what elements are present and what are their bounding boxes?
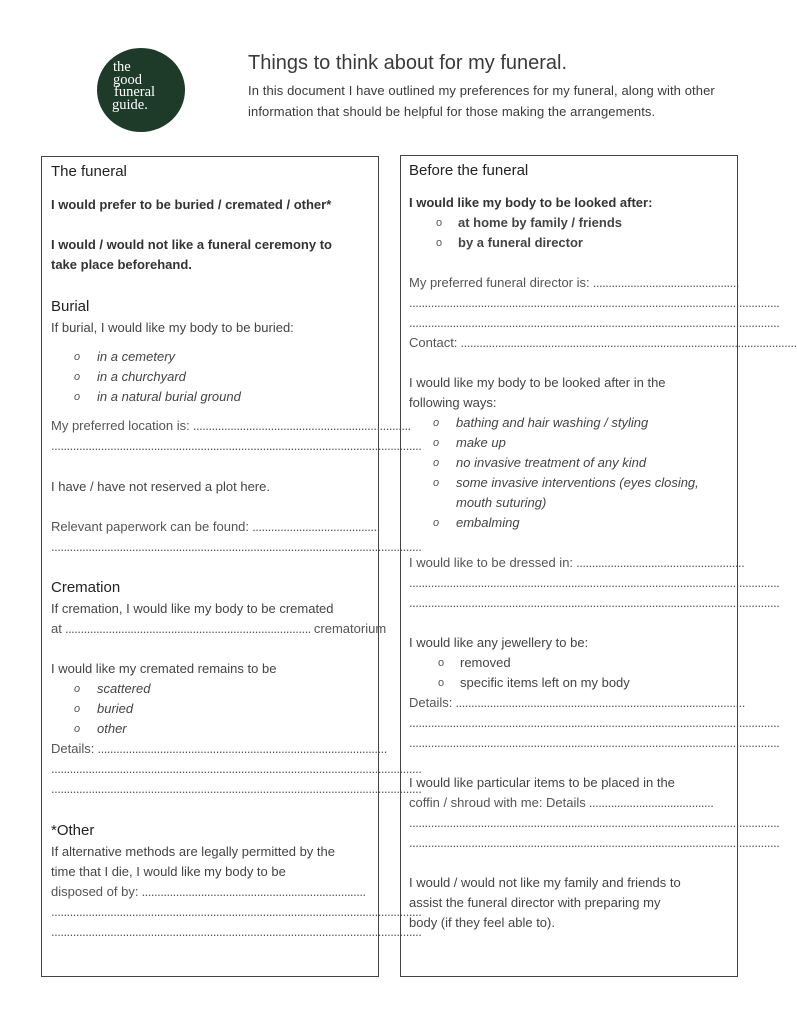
care-option-some-invasive-continued: mouth suturing) [456, 495, 547, 510]
section-heading-the-funeral: The funeral [51, 163, 127, 180]
cremation-details-field[interactable]: Details: ............................................................................................. [51, 741, 387, 756]
assist-statement-line: I would / would not like my family and friends to [409, 875, 681, 890]
ceremony-statement-line: take place beforehand. [51, 257, 192, 272]
funeral-director-line[interactable]: ....................................................................................................................... [409, 295, 780, 310]
panel-before-the-funeral [400, 155, 797, 977]
bullet-icon: o [74, 683, 81, 695]
bullet-icon: o [74, 703, 81, 715]
disposed-of-by-line[interactable]: ....................................................................................................................... [51, 924, 422, 939]
cremation-options [51, 679, 369, 739]
dressed-in-line[interactable]: ....................................................................................................................... [409, 595, 780, 610]
care-ways-intro-line: following ways: [409, 395, 497, 410]
bullet-icon: o [433, 417, 440, 429]
care-ways-intro-line: I would like my body to be looked after in the [409, 375, 666, 390]
funeral-director-line[interactable]: ....................................................................................................................... [409, 315, 780, 330]
disposed-of-by-field[interactable]: disposed of by: ........................................................................ [51, 884, 366, 899]
jewellery-details-line[interactable]: ....................................................................................................................... [409, 715, 780, 730]
logo-line: funeral [114, 84, 156, 100]
logo-line: the [113, 59, 131, 75]
care-option-no-invasive[interactable]: o no invasive treatment of any kind [409, 453, 728, 473]
bullet-icon: o [74, 351, 81, 363]
section-heading-other: *Other [51, 822, 95, 839]
jewellery-option-specific-items[interactable]: o specific items left on my body [409, 673, 728, 693]
bullet-icon: o [438, 657, 445, 669]
burial-intro: If burial, I would like my body to be buried: [51, 320, 294, 335]
assist-statement-line: body (if they feel able to). [409, 915, 555, 930]
good-funeral-guide-logo [97, 48, 185, 132]
cremation-details-line[interactable]: ....................................................................................................................... [51, 761, 422, 776]
preferred-location-field[interactable]: My preferred location is: ...................................................................... [51, 418, 411, 433]
paperwork-field[interactable]: Relevant paperwork can be found: ......................................... [51, 519, 380, 534]
coffin-items-details-field[interactable]: coffin / shroud with me: Details ........................................ [409, 795, 714, 810]
cremation-option-other[interactable]: o other [51, 719, 369, 739]
cremation-option-buried[interactable]: o buried [51, 699, 369, 719]
care-ways-options [409, 413, 728, 533]
jewellery-options [409, 653, 728, 693]
care-option-some-invasive[interactable]: o some invasive interventions (eyes closing, [409, 473, 728, 493]
bullet-icon: o [433, 477, 440, 489]
jewellery-details-line[interactable]: ....................................................................................................................... [409, 735, 780, 750]
coffin-items-line[interactable]: ....................................................................................................................... [409, 815, 780, 830]
burial-options [51, 347, 369, 407]
other-intro-line: If alternative methods are legally permitted by the [51, 844, 335, 859]
preferred-location-line[interactable]: ....................................................................................................................... [51, 438, 422, 453]
crematorium-field[interactable]: at ............................................................................... crematorium [51, 621, 387, 636]
coffin-items-line[interactable]: ....................................................................................................................... [409, 835, 780, 850]
jewellery-option-removed[interactable]: o removed [409, 653, 728, 673]
bullet-icon: o [433, 437, 440, 449]
bullet-icon: o [433, 517, 440, 529]
coffin-items-intro-line: I would like particular items to be placed in the [409, 775, 675, 790]
burial-option-natural[interactable]: o in a natural burial ground [51, 387, 369, 407]
other-intro-line: time that I die, I would like my body to be [51, 864, 286, 879]
looked-after-intro: I would like my body to be looked after: [409, 195, 653, 210]
logo-line: good [113, 71, 142, 88]
dressed-in-field[interactable]: I would like to be dressed in: ...................................................... [409, 555, 745, 570]
bullet-icon: o [438, 677, 445, 689]
section-heading-burial: Burial [51, 298, 90, 315]
section-heading-cremation: Cremation [51, 579, 121, 596]
looked-after-option-home[interactable]: o at home by family / friends [409, 213, 728, 233]
assist-statement-line: assist the funeral director with preparing my [409, 895, 661, 910]
jewellery-details-field[interactable]: Details: ............................................................................................. [409, 695, 745, 710]
jewellery-intro: I would like any jewellery to be: [409, 635, 589, 650]
burial-option-cemetery[interactable]: o in a cemetery [51, 347, 369, 367]
contact-field[interactable]: Contact: ............................................................................................................ [409, 335, 797, 350]
ceremony-statement-line: I would / would not like a funeral ceremony to [51, 237, 332, 252]
panel-the-funeral [41, 156, 422, 977]
looked-after-options [409, 213, 728, 253]
bullet-icon: o [74, 723, 81, 735]
cremation-intro: If cremation, I would like my body to be cremated [51, 601, 334, 616]
bullet-icon: o [436, 217, 443, 229]
funeral-director-field[interactable]: My preferred funeral director is: ............................................... [409, 275, 739, 290]
bullet-icon: o [436, 237, 443, 249]
burial-preference-statement: I would prefer to be buried / cremated / other* [51, 197, 332, 212]
document-intro: In this document I have outlined my preferences for my funeral, along with other information that should be helpful for those making the arrangements. [248, 83, 715, 119]
bullet-icon: o [433, 457, 440, 469]
care-option-embalming[interactable]: o embalming [409, 513, 728, 533]
care-option-bathing[interactable]: o bathing and hair washing / styling [409, 413, 728, 433]
bullet-icon: o [74, 371, 81, 383]
burial-option-churchyard[interactable]: o in a churchyard [51, 367, 369, 387]
cremation-option-scattered[interactable]: o scattered [51, 679, 369, 699]
dressed-in-line[interactable]: ....................................................................................................................... [409, 575, 780, 590]
looked-after-option-director[interactable]: o by a funeral director [409, 233, 728, 253]
logo-line: guide. [112, 96, 148, 113]
disposed-of-by-line[interactable]: ....................................................................................................................... [51, 904, 422, 919]
bullet-icon: o [74, 391, 81, 403]
cremation-details-line[interactable]: ....................................................................................................................... [51, 781, 422, 796]
paperwork-line[interactable]: ....................................................................................................................... [51, 539, 422, 554]
cremated-remains-intro: I would like my cremated remains to be [51, 661, 277, 676]
plot-statement: I have / have not reserved a plot here. [51, 479, 270, 494]
care-option-make-up[interactable]: o make up [409, 433, 728, 453]
section-heading-before-the-funeral: Before the funeral [409, 162, 529, 179]
document-title: Things to think about for my funeral. [248, 52, 568, 74]
